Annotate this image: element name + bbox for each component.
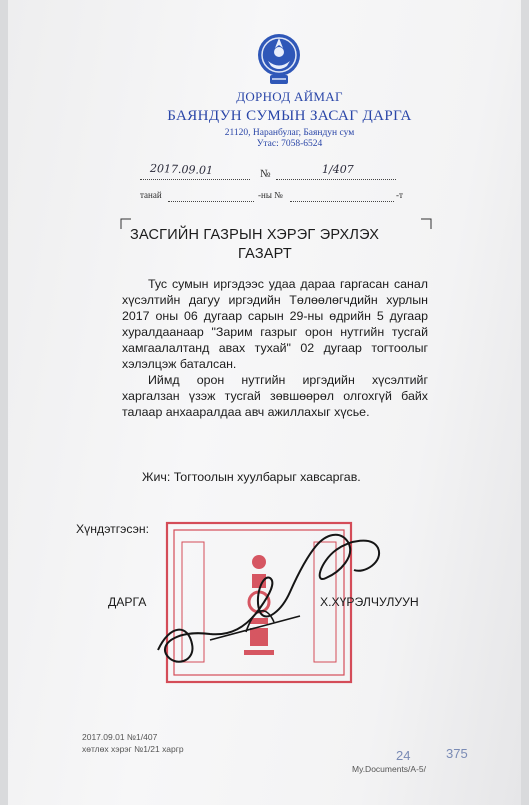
number-value: 1/407: [322, 163, 354, 176]
number-sign: №: [260, 168, 271, 180]
body-paragraph-1: Тус сумын иргэдээс удаа дараа гаргасан санал хүсэлтийн дагуу иргэдийн Төлөөлөгчдийн хурлын 2017 оны 06 дугаар сарын 29-ны өдрийн 5 дугаар хуралдаанаар "Зарим газрыг орон нутгийн тусгай хамгаалалтанд авах тухай" 02 дугаар тогтоолыг хэлэлцэж баталсан.: [122, 277, 428, 371]
footer-line-1: 2017.09.01 №1/407: [82, 732, 158, 742]
attachment-note: Жич: Тогтоолын хуулбарыг хавсаргав.: [142, 470, 361, 484]
reply-to-label: танай: [140, 190, 162, 200]
letterhead-aimag: ДОРНОД АЙМАГ: [236, 89, 343, 104]
state-emblem-icon: [256, 28, 302, 86]
reply-date-line: [168, 200, 254, 202]
reply-to-mid: -ны №: [258, 190, 283, 200]
reply-to-end: -т: [396, 190, 403, 200]
greeting-label: Хүндэтгэсэн:: [76, 522, 149, 536]
footer-count: 375: [446, 746, 468, 761]
body-paragraph-2: Иймд орон нутгийн иргэдийн хүсэлтийг харгалзан үзэж тусгай зөвшөөрөл олгохгүй байх талаар анхааралдаа авч ажиллахыг хүсье.: [122, 373, 428, 419]
handwritten-signature: [150, 512, 390, 672]
footer-file-path: My.Documents/A-5/: [352, 764, 427, 774]
phone-line: Утас: 7058-6524: [256, 139, 323, 149]
date-field-line: [140, 178, 250, 180]
letter-body: [122, 276, 428, 420]
footer-line-2: хөтлөх хэрэг №1/21 харгр: [82, 744, 184, 754]
date-value: 2017.09.01: [149, 161, 214, 178]
recipient-block: [130, 226, 430, 264]
signatory-name: Х.ХҮРЭЛЧУЛУУН: [320, 595, 419, 609]
letterhead-address: [0, 128, 529, 150]
address-line: 21120, Наранбулаг, Баяндун сум: [224, 128, 355, 138]
signatory-position: ДАРГА: [108, 595, 147, 609]
number-field-line: [276, 178, 396, 180]
reply-number-line: [290, 200, 394, 202]
footer-pages: 24: [396, 748, 411, 763]
recipient-line1: ЗАСГИЙН ГАЗРЫН ХЭРЭГ ЭРХЛЭХ: [130, 227, 380, 243]
recipient-line2: ГАЗАРТ: [238, 246, 292, 262]
letterhead-office: БАЯНДУН СУМЫН ЗАСАГ ДАРГА: [167, 108, 412, 124]
